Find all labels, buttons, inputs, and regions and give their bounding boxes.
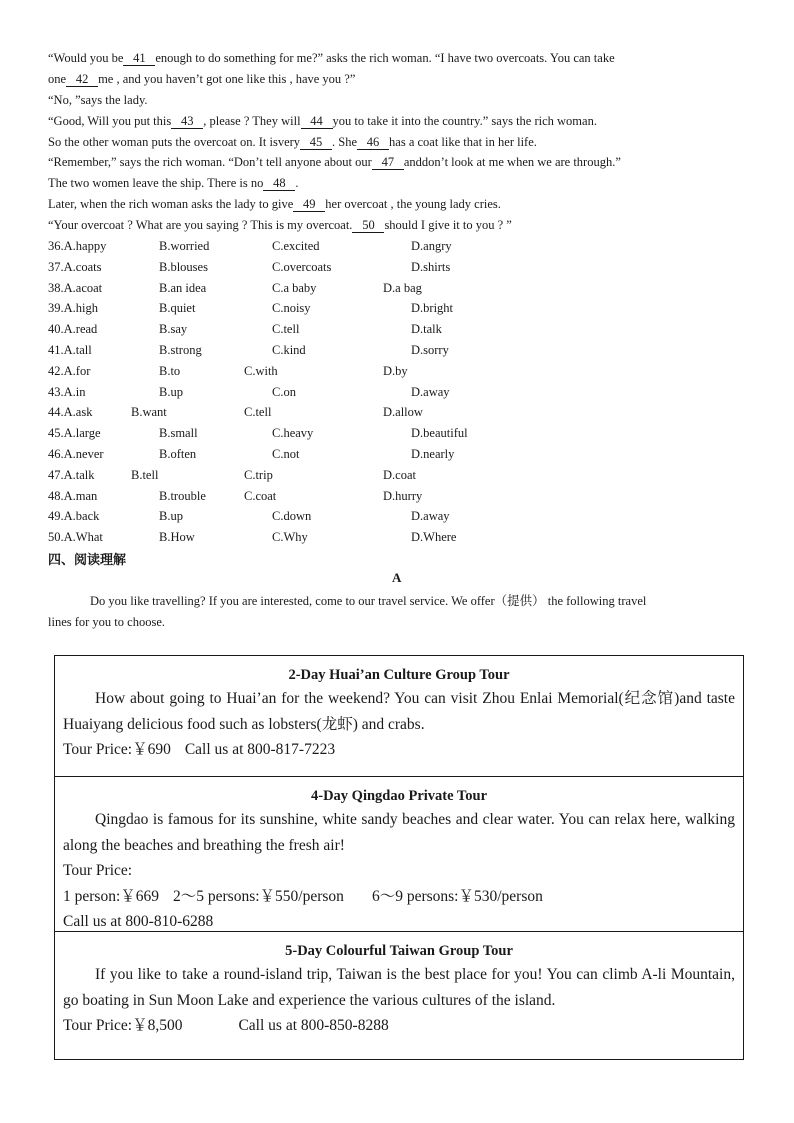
option-c: [272, 342, 306, 358]
option-text: D.nearly: [411, 447, 455, 461]
option-text: C.not: [272, 447, 300, 461]
option-text: D.sorry: [411, 343, 449, 357]
option-d: [383, 488, 422, 504]
blank-41: 41: [123, 52, 155, 66]
option-d: [383, 404, 423, 420]
passage-text: enough to do something for me?” asks the rich woman. “I have two overcoats. You can take: [155, 51, 615, 65]
option-text: C.coat: [244, 488, 277, 503]
question-number: 40.: [48, 322, 64, 337]
option-text: B.want: [131, 405, 167, 420]
option-text: D.by: [383, 363, 408, 378]
option-b: [159, 384, 183, 400]
tour-price-line: [63, 737, 735, 763]
option-text: A.read: [63, 322, 98, 337]
option-text: B.up: [159, 384, 183, 399]
question-number: 41.: [48, 343, 64, 357]
option-d: [411, 342, 449, 358]
option-a: [48, 280, 102, 296]
option-c: [272, 425, 313, 441]
option-c: [272, 446, 299, 462]
option-text: D.Where: [411, 530, 457, 545]
option-a: [48, 300, 98, 316]
passage-line: [48, 50, 746, 66]
option-b: [131, 404, 167, 420]
option-text: B.small: [159, 426, 198, 441]
question-number: 42.: [48, 363, 64, 378]
option-c: [244, 467, 273, 483]
option-a: [48, 488, 97, 504]
option-text: B.worried: [159, 239, 210, 253]
passage-text: “No, ”says the lady.: [48, 93, 148, 107]
option-b: [159, 238, 209, 254]
option-text: C.overcoats: [272, 259, 332, 274]
question-number: 36.: [48, 239, 64, 253]
tour-description: If you like to take a round-island trip, Taiwan is the best place for you! You can climb A-li Mountain, go boating in Sun Moon Lake and experience the various cultures of the island.: [63, 966, 735, 1009]
tour-qingdao: [55, 776, 743, 931]
blank-46: 46: [357, 136, 389, 150]
blank-43: 43: [171, 115, 203, 129]
option-a: [48, 508, 99, 524]
option-text: A.acoat: [63, 280, 103, 295]
option-c: [272, 529, 308, 545]
passage-line: [48, 113, 597, 129]
option-text: D.allow: [383, 405, 423, 420]
passage-line: [48, 217, 512, 233]
option-a: [48, 321, 97, 337]
option-text: B.tell: [131, 467, 159, 482]
option-b: [159, 446, 196, 462]
passage-text: .: [295, 176, 299, 190]
option-text: D.bright: [411, 301, 454, 316]
tour-huaian: [55, 656, 743, 776]
tour-price-tier: 2～5 persons:￥550/person: [173, 887, 344, 905]
option-a: [48, 529, 103, 545]
option-c: [244, 363, 278, 379]
passage-text: “Would you be: [48, 51, 124, 65]
passage-text: should I give it to you ? ”: [384, 218, 512, 232]
passage-text: “Your overcoat ? What are you saying ? This is my overcoat.: [48, 218, 353, 232]
option-text: D.angry: [411, 239, 452, 253]
passage-text: anddon’t look at me when we are through.”: [403, 155, 621, 169]
option-a: [48, 404, 92, 420]
passage-text: her overcoat , the young lady cries.: [325, 197, 501, 211]
passage-text: me , and you haven’t got one like this , have you ?”: [98, 72, 356, 86]
option-text: A.never: [63, 447, 104, 461]
question-number: 44.: [48, 405, 64, 420]
option-text: B.trouble: [159, 488, 206, 503]
tour-price-tier: 1 person:￥669: [63, 887, 160, 905]
option-a: [48, 446, 104, 462]
passage-line: [48, 154, 621, 170]
option-text: D.shirts: [411, 259, 451, 274]
option-b: [159, 488, 206, 504]
question-number: 46.: [48, 447, 64, 461]
tour-title: 4-Day Qingdao Private Tour: [310, 788, 488, 804]
intro-line: Do you like travelling? If you are interested, come to our travel service. We offer（提供） the following travel: [90, 594, 647, 608]
tour-price: Tour Price:￥690: [63, 741, 171, 758]
option-text: C.Why: [272, 530, 308, 545]
option-b: [159, 342, 202, 358]
option-text: D.hurry: [383, 488, 423, 503]
option-text: C.tell: [244, 405, 272, 420]
blank-44: 44: [301, 115, 333, 129]
blank-42: 42: [66, 73, 98, 87]
passage-letter: A: [392, 570, 402, 585]
option-b: [159, 259, 208, 275]
option-a: [48, 259, 101, 275]
option-text: C.with: [244, 363, 278, 378]
option-b: [159, 508, 183, 524]
option-text: B.say: [159, 322, 188, 337]
question-number: 43.: [48, 384, 64, 399]
tour-price-label: Tour Price:: [63, 862, 133, 879]
option-text: C.tell: [272, 322, 300, 337]
tour-phone: Call us at 800-850-8288: [238, 1017, 389, 1034]
question-number: 37.: [48, 259, 64, 274]
option-a: [48, 238, 106, 254]
option-text: D.away: [411, 509, 450, 524]
tour-description: Qingdao is famous for its sunshine, white sandy beaches and clear water. You can relax here, walking along the beaches and breathing the fresh air!: [63, 811, 735, 854]
option-d: [383, 363, 408, 379]
option-text: C.noisy: [272, 301, 311, 316]
option-text: C.a baby: [272, 280, 317, 295]
option-b: [159, 529, 195, 545]
passage-line: [48, 92, 148, 108]
section-heading: 四、阅读理解: [48, 553, 127, 568]
option-text: A.for: [63, 363, 91, 378]
option-text: A.man: [63, 488, 98, 503]
passage-text: one: [48, 72, 67, 86]
tour-price-tier: 6～9 persons:￥530/person: [371, 887, 543, 905]
option-b: [159, 425, 198, 441]
passage-text: . She: [332, 135, 358, 149]
blank-49: 49: [293, 198, 325, 212]
option-text: C.trip: [244, 467, 273, 482]
option-c: [272, 508, 311, 524]
option-text: C.kind: [272, 343, 306, 357]
option-text: B.How: [159, 530, 195, 545]
option-d: [411, 300, 453, 316]
option-c: [272, 384, 296, 400]
tour-description: How about going to Huai’an for the weekend? You can visit Zhou Enlai Memorial(纪念馆)and taste Huaiyang delicious food such as lobsters(龙虾) and crabs.: [63, 690, 735, 733]
option-a: [48, 467, 95, 483]
option-d: [383, 280, 422, 296]
option-d: [383, 467, 416, 483]
tour-taiwan: [55, 931, 743, 1061]
option-text: D.away: [411, 384, 450, 399]
option-a: [48, 384, 86, 400]
option-b: [159, 321, 187, 337]
passage-line: [48, 196, 501, 212]
option-c: [272, 300, 311, 316]
tour-phone: Call us at 800-817-7223: [184, 741, 336, 758]
option-text: B.often: [159, 447, 197, 461]
option-c: [244, 488, 276, 504]
option-text: A.What: [63, 530, 103, 545]
option-text: B.blouses: [159, 259, 208, 274]
option-b: [131, 467, 158, 483]
option-a: [48, 342, 92, 358]
option-text: D.beautiful: [411, 426, 468, 441]
question-number: 39.: [48, 301, 64, 316]
option-text: B.up: [159, 509, 183, 524]
option-text: B.to: [159, 363, 181, 378]
option-c: [272, 238, 320, 254]
option-text: A.back: [63, 509, 100, 524]
blank-50: 50: [352, 219, 384, 233]
tour-title: 5-Day Colourful Taiwan Group Tour: [285, 943, 513, 959]
option-a: [48, 363, 90, 379]
option-text: B.quiet: [159, 301, 196, 316]
intro-line: lines for you to choose.: [48, 615, 165, 629]
passage-text: So the other woman puts the overcoat on. It isvery: [48, 135, 301, 149]
passage-line: [48, 175, 298, 191]
question-number: 49.: [48, 509, 64, 524]
option-b: [159, 363, 180, 379]
option-c: [272, 259, 331, 275]
passage-text: Later, when the rich woman asks the lady to give: [48, 197, 294, 211]
question-number: 38.: [48, 280, 64, 295]
question-number: 48.: [48, 488, 64, 503]
option-d: [411, 508, 450, 524]
option-b: [159, 280, 206, 296]
tour-price-line: [63, 1013, 735, 1039]
passage-line: [48, 71, 355, 87]
option-text: A.high: [63, 301, 98, 316]
option-c: [272, 280, 316, 296]
option-d: [411, 259, 450, 275]
passage-text: The two women leave the ship. There is no: [48, 176, 264, 190]
tour-phone: Call us at 800-810-6288: [63, 913, 214, 930]
blank-45: 45: [300, 136, 332, 150]
passage-text: “Remember,” says the rich woman. “Don’t tell anyone about our: [48, 155, 372, 169]
option-text: D.coat: [383, 467, 416, 482]
passage-line: [48, 134, 537, 150]
option-text: A.happy: [63, 239, 107, 253]
option-a: [48, 425, 101, 441]
option-d: [411, 238, 452, 254]
question-number: 45.: [48, 426, 64, 441]
option-d: [411, 321, 442, 337]
option-text: C.on: [272, 384, 296, 399]
tour-price-tiers: [63, 884, 735, 910]
option-d: [411, 425, 468, 441]
tour-price: Tour Price:￥8,500: [63, 1017, 183, 1034]
option-c: [244, 404, 271, 420]
passage-text: you to take it into the country.” says the rich woman.: [332, 114, 597, 128]
blank-48: 48: [263, 177, 295, 191]
option-text: C.excited: [272, 239, 320, 253]
passage-text: , please ? They will: [203, 114, 301, 128]
option-text: B.strong: [159, 343, 202, 357]
option-text: A.coats: [63, 259, 102, 274]
option-text: C.down: [272, 509, 312, 524]
option-c: [272, 321, 299, 337]
option-text: A.talk: [63, 467, 95, 482]
option-d: [411, 384, 450, 400]
passage-text: has a coat like that in her life.: [389, 135, 537, 149]
option-d: [411, 446, 454, 462]
option-text: B.an idea: [159, 280, 207, 295]
option-text: A.large: [63, 426, 101, 441]
tour-table: [54, 655, 744, 1060]
option-text: D.talk: [411, 322, 442, 337]
option-b: [159, 300, 195, 316]
question-number: 50.: [48, 530, 64, 545]
option-text: A.ask: [63, 405, 93, 420]
option-text: C.heavy: [272, 426, 314, 441]
question-number: 47.: [48, 467, 64, 482]
tour-title: 2-Day Huai’an Culture Group Tour: [288, 667, 510, 683]
option-text: D.a bag: [383, 280, 422, 295]
option-text: A.in: [63, 384, 86, 399]
option-d: [411, 529, 456, 545]
option-text: A.tall: [63, 343, 92, 357]
passage-text: “Good, Will you put this: [48, 114, 172, 128]
blank-47: 47: [372, 156, 404, 170]
